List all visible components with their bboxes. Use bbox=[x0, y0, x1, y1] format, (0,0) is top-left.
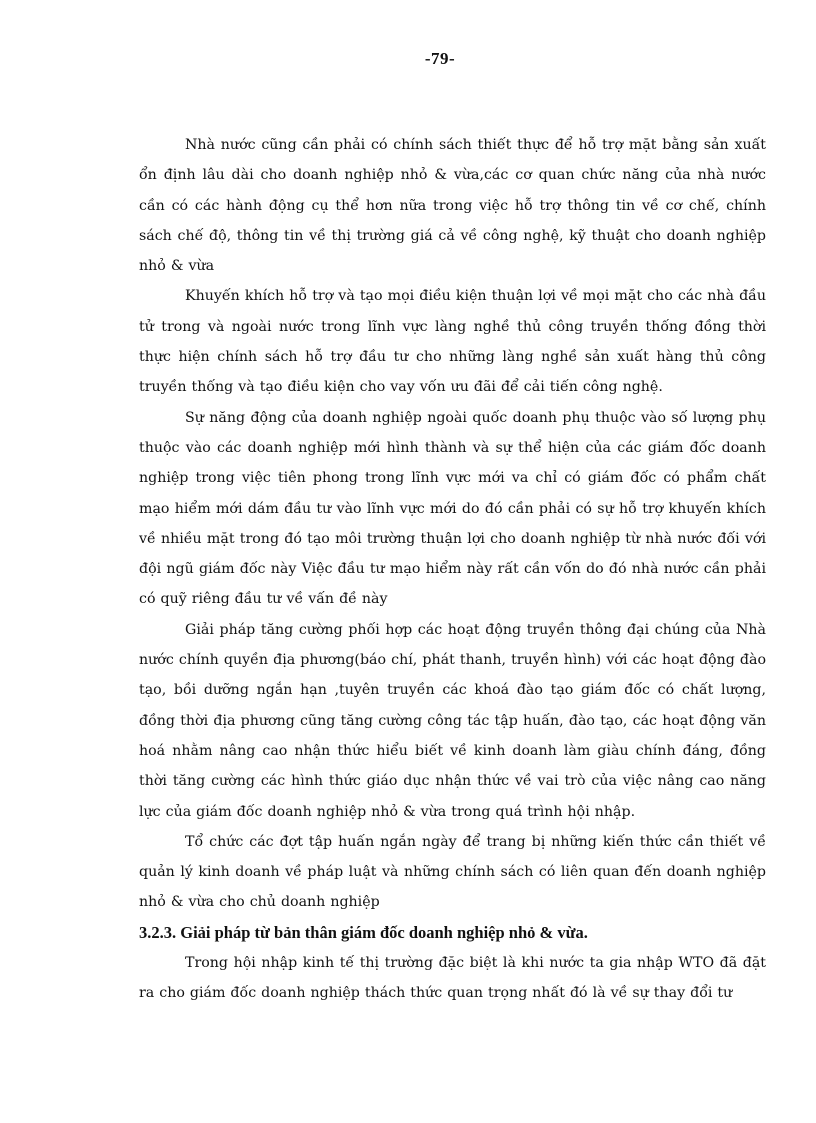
paragraph-investment-incentives: Khuyến khích hỗ trợ và tạo mọi điều kiện thuận lợi về mọi mặt cho các nhà đầu tử trong và ngoài nước trong lĩnh vực làng nghề thủ công truyền thống đồng thời thực hiện chính sách hỗ trợ đầu tư cho những làng nghề sản xuất hàng thủ công truyền thống và tạo điều kiện cho vay vốn ưu đãi để cải tiến công nghệ. bbox=[139, 288, 766, 396]
page-number: -79- bbox=[424, 49, 456, 68]
paragraph-land-support: Nhà nước cũng cần phải có chính sách thiết thực để hỗ trợ mặt bằng sản xuất ổn định lâu dài cho doanh nghiệp nhỏ & vừa,các cơ quan chức năng của nhà nước cần có các hành động cụ thể hơn nữa trong việc hỗ trợ thông tin về cơ chế, chính sách chế độ, thông tin về thị trường giá cả về công nghệ, kỹ thuật cho doanh nghiệp nhỏ & vừa bbox=[139, 137, 766, 275]
document-body bbox=[139, 130, 766, 1009]
section-heading: 3.2.3. Giải pháp từ bản thân giám đốc doanh nghiệp nhỏ & vừa. bbox=[139, 922, 588, 942]
paragraph-training-courses: Tổ chức các đợt tập huấn ngắn ngày để trang bị những kiến thức cần thiết về quản lý kinh doanh về pháp luật và những chính sách có liên quan đến doanh nghiệp nhỏ & vừa cho chủ doanh nghiệp bbox=[139, 833, 766, 911]
paragraph-wto-integration: Trong hội nhập kinh tế thị trường đặc biệt là khi nước ta gia nhập WTO đã đặt ra cho giám đốc doanh nghiệp thách thức quan trọng nhất đó là về sự thay đổi tư bbox=[139, 955, 766, 1002]
paragraph-media-coordination: Giải pháp tăng cường phối hợp các hoạt động truyền thông đại chúng của Nhà nước chính quyền địa phương(báo chí, phát thanh, truyền hình) với các hoạt động đào tạo, bồi dưỡng ngắn hạn ,tuyên truyền các khoá đào tạo giám đốc có chất lượng, đồng thời địa phương cũng tăng cường công tác tập huấn, đào tạo, các hoạt động văn hoá nhằm nâng cao nhận thức hiểu biết về kinh doanh làm giàu chính đáng, đồng thời tăng cường các hình thức giáo dục nhận thức về vai trò của việc nâng cao năng lực của giám đốc doanh nghiệp nhỏ & vừa trong quá trình hội nhập. bbox=[139, 621, 766, 820]
paragraph-enterprise-dynamism: Sự năng động của doanh nghiệp ngoài quốc doanh phụ thuộc vào số lượng phụ thuộc vào các doanh nghiệp mới hình thành và sự thể hiện của các giám đốc doanh nghiệp trong việc tiên phong trong lĩnh vực mới va chỉ có giám đốc có phẩm chất mạo hiểm mới dám đầu tư vào lĩnh vực mới do đó cần phải có sự hỗ trợ khuyến khích về nhiều mặt trong đó tạo môi trường thuận lợi cho doanh nghiệp từ nhà nước đối với đội ngũ giám đốc này Việc đầu tư mạo hiểm này rất cần vốn do đó nhà nước cần phải có quỹ riêng đầu tư về vấn đề này bbox=[139, 409, 766, 608]
